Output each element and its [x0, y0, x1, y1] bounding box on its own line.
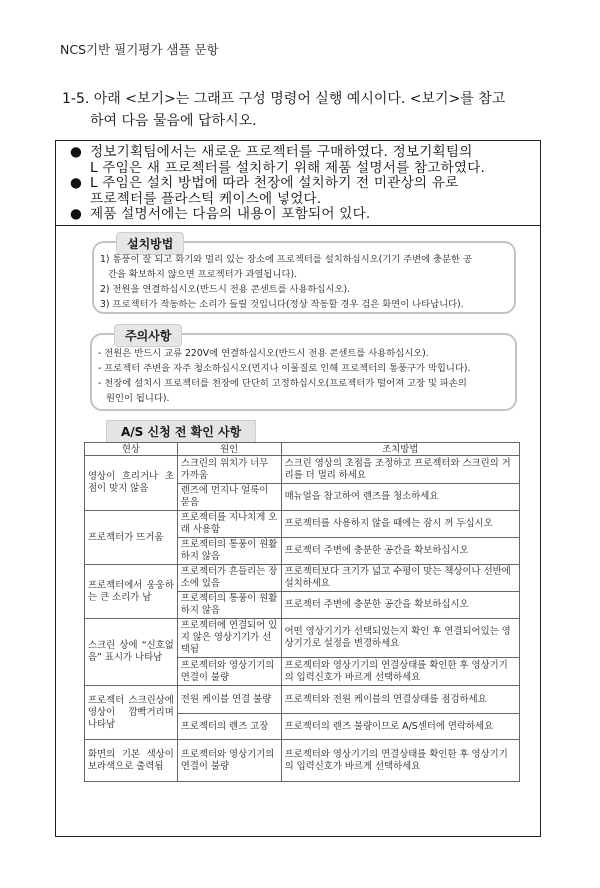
- as-check-title: A/S 신청 전 확인 사항: [106, 420, 256, 443]
- action-cell: 프로젝터의 렌즈 불량이므로 A/S센터에 연락하세요: [281, 714, 519, 740]
- symptom-cell: 프로젝터 스크린상에 영상이 깜빡거리며 나타남: [85, 686, 178, 740]
- install-body: [100, 252, 508, 312]
- as-check-table: [84, 442, 520, 782]
- caution-body: [98, 346, 509, 406]
- symptom-cell: 프로젝터에서 웅웅하는 큰 소리가 남: [85, 565, 178, 619]
- bullet-list: [56, 141, 540, 226]
- install-item: 간을 확보하지 않으면 프로젝터가 과열됩니다).: [108, 269, 298, 280]
- cause-cell: 프로젝터와 영상기기의 연결이 불량: [177, 658, 281, 686]
- action-cell: 프로젝터보다 크기가 넓고 수평이 맞는 책상이나 선반에 설치하세요: [281, 565, 519, 592]
- cause-cell: 프로젝터가 흔들리는 장소에 있음: [177, 565, 281, 592]
- install-title: 설치방법: [116, 232, 184, 255]
- bullet-line: L 주임은 설치 방법에 따라 천장에 설치하기 전 미관상의 유로: [90, 175, 459, 191]
- document-header: NCS기반 필기평가 샘플 문항: [60, 42, 219, 57]
- table-header-row: [85, 443, 520, 456]
- caution-item: - 프로젝터 주변을 자주 청소하십시오(먼지나 이물질로 인해 프로젝터의 통풍구가 막힙니다).: [98, 363, 471, 374]
- cause-cell: 프로젝터와 영상기기의 연결이 불량: [177, 740, 281, 782]
- bullet-icon: ●: [70, 175, 83, 191]
- bullet-line: 프로젝터를 플라스틱 케이스에 넣었다.: [90, 190, 322, 207]
- install-item: 3) 프로젝터가 작동하는 소리가 들릴 것입니다(정상 작동할 경우 검은 화면이 나타납니다).: [100, 299, 464, 310]
- bullet-icon: ●: [70, 144, 83, 160]
- caution-item: 원인이 됩니다).: [106, 393, 170, 404]
- table-row: [85, 456, 520, 484]
- symptom-cell: 화면의 기본 색상이 보라색으로 출력됨: [85, 740, 178, 782]
- cause-cell: 전원 케이블 연결 불량: [177, 686, 281, 714]
- bullet-line: L 주임은 새 프로젝터를 설치하기 위해 제품 설명서를 참고하였다.: [90, 159, 486, 176]
- question-number: 1-5.: [62, 91, 90, 107]
- question-line-1-text: 아래 <보기>는 그래프 구성 명령어 실행 예시이다. <보기>를 참고: [93, 91, 506, 107]
- caution-section: [90, 329, 517, 411]
- cause-cell: 프로젝터의 통풍이 원활하지 않음: [177, 538, 281, 565]
- symptom-cell: 영상이 흐리거나 초점이 맞지 않음: [85, 456, 178, 511]
- action-cell: 프로젝터와 전원 케이블의 연결상태를 점검하세요: [281, 686, 519, 714]
- table-row: [85, 740, 520, 782]
- action-cell: 어떤 영상기기가 선택되었는지 확인 후 연결되어있는 영상기기로 설정을 변경하세요: [281, 619, 519, 658]
- cause-cell: 렌즈에 먼지나 얼룩이 묻음: [177, 484, 281, 511]
- install-item: 2) 전원을 연결하십시오(반드시 전용 콘센트를 사용하십시오).: [100, 284, 351, 295]
- bullet-line: 정보기획팀에서는 새로운 프로젝터를 구매하였다. 정보기획팀의: [90, 144, 473, 160]
- action-cell: 프로젝터를 사용하지 않을 때에는 잠시 꺼 두십시오: [281, 511, 519, 538]
- cause-cell: 프로젝터에 연결되어 있지 않은 영상기기가 선택됨: [177, 619, 281, 658]
- question-line-1: [62, 88, 552, 110]
- symptom-cell: 프로젝터가 뜨거움: [85, 511, 178, 565]
- cause-cell: 프로젝터의 통풍이 원활하지 않음: [177, 592, 281, 619]
- action-cell: 매뉴얼을 참고하여 렌즈를 청소하세요: [281, 484, 519, 511]
- question-line-2: 하여 다음 물음에 답하시오.: [90, 113, 257, 129]
- table-row: [85, 511, 520, 538]
- bullet-item: [64, 207, 534, 223]
- caution-item: - 천장에 설치시 프로젝터를 천장에 단단히 고정하십시오(프로젝터가 떨어져 고장 및 파손의: [98, 378, 467, 389]
- install-section: [92, 237, 516, 314]
- action-cell: 프로젝터와 영상기기의 연결상태를 확인한 후 영상기기의 입력신호가 바르게 선택하세요: [281, 740, 519, 782]
- table-row: [85, 619, 520, 658]
- symptom-cell: 스크린 상에 “신호없음” 표시가 나타남: [85, 619, 178, 686]
- action-cell: 프로젝터 주변에 충분한 공간을 확보하십시오: [281, 592, 519, 619]
- caution-title: 주의사항: [114, 324, 182, 347]
- cause-cell: 프로젝터의 렌즈 고장: [177, 714, 281, 740]
- bullet-icon: ●: [70, 206, 83, 222]
- action-cell: 프로젝터와 영상기기의 연결상태를 확인한 후 영상기기의 입력신호가 바르게 선택하세요: [281, 658, 519, 686]
- table-row: [85, 686, 520, 714]
- bullet-line: 제품 설명서에는 다음의 내용이 포함되어 있다.: [90, 206, 371, 222]
- action-cell: 프로젝터 주변에 충분한 공간을 확보하십시오: [281, 538, 519, 565]
- cause-cell: 프로젝터를 지나치게 오래 사용함: [177, 511, 281, 538]
- caution-item: - 전원은 반드시 교류 220V에 연결하십시오(반드시 전용 콘센트를 사용하십시오).: [98, 348, 429, 359]
- column-header: 조치방법: [281, 443, 519, 456]
- install-item: 1) 통풍이 잘 되고 화기와 멀리 있는 장소에 프로젝터를 설치하십시오(기기 주변에 충분한 공: [100, 254, 472, 265]
- bullet-item: [64, 145, 534, 176]
- bullet-item: [64, 176, 534, 207]
- column-header: 원인: [177, 443, 281, 456]
- cause-cell: 스크린의 위치가 너무 가까움: [177, 456, 281, 484]
- action-cell: 스크린 영상의 초점을 조정하고 프로젝터와 스크린의 거리를 더 멀리 하세요: [281, 456, 519, 484]
- question-prompt: [62, 88, 552, 132]
- table-row: [85, 565, 520, 592]
- column-header: 현상: [85, 443, 178, 456]
